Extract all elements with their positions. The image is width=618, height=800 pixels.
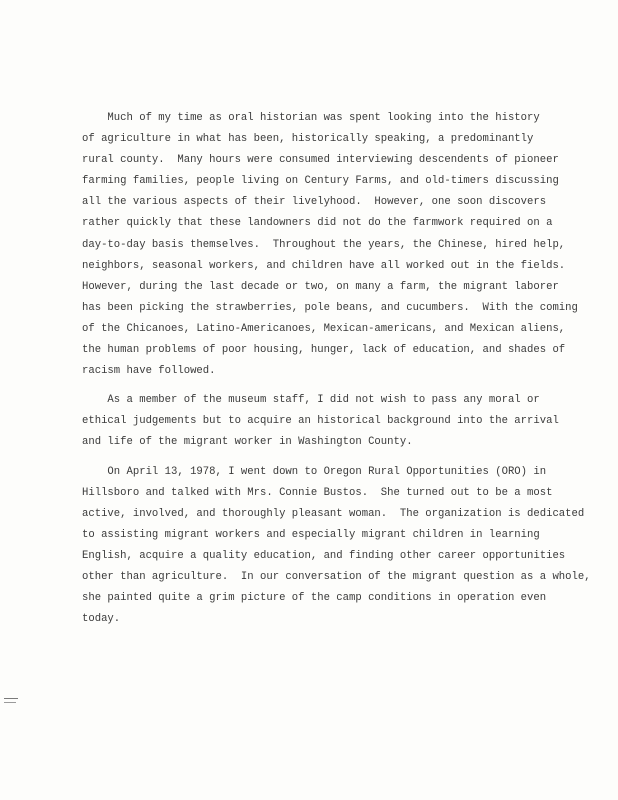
- paragraph-oro-visit: [82, 462, 591, 631]
- paragraph-agriculture-history: [82, 108, 582, 382]
- text-line: of agriculture in what has been, historically speaking, a predominantly: [82, 133, 534, 146]
- text-line: of the Chicanoes, Latino-Americanoes, Mexican-americans, and Mexican aliens,: [82, 322, 566, 335]
- paragraph-gap: [82, 382, 582, 390]
- margin-mark: [4, 698, 18, 699]
- text-line: ethical judgements but to acquire an historical background into the arrival: [82, 415, 559, 428]
- text-line: active, involved, and thoroughly pleasant woman. The organization is dedicated: [82, 507, 585, 520]
- text-line: On April 13, 1978, I went down to Oregon Rural Opportunities (ORO) in: [82, 465, 547, 478]
- text-line: day-to-day basis themselves. Throughout the years, the Chinese, hired help,: [82, 238, 566, 251]
- text-line: English, acquire a quality education, and finding other career opportunities: [82, 549, 566, 562]
- text-line: the human problems of poor housing, hunger, lack of education, and shades of: [82, 344, 566, 357]
- text-line: rather quickly that these landowners did not do the farmwork required on a: [82, 217, 553, 230]
- text-line: today.: [82, 613, 121, 626]
- text-line: racism have followed.: [82, 365, 216, 378]
- text-line: Much of my time as oral historian was spent looking into the history: [82, 112, 540, 124]
- text-line: Hillsboro and talked with Mrs. Connie Bustos. She turned out to be a most: [82, 486, 553, 499]
- text-line: farming families, people living on Century Farms, and old-timers discussing: [82, 175, 559, 188]
- text-line: rural county. Many hours were consumed interviewing descendents of pioneer: [82, 154, 559, 167]
- text-line: However, during the last decade or two, on many a farm, the migrant laborer: [82, 280, 559, 293]
- document-body: [82, 108, 591, 630]
- text-line: and life of the migrant worker in Washington County.: [82, 436, 413, 449]
- text-line: she painted quite a grim picture of the camp conditions in operation even: [82, 592, 547, 605]
- text-line: other than agriculture. In our conversation of the migrant question as a whole,: [82, 570, 591, 583]
- text-line: to assisting migrant workers and especially migrant children in learning: [82, 528, 540, 541]
- text-line: has been picking the strawberries, pole beans, and cucumbers. With the coming: [82, 301, 578, 314]
- margin-mark: [4, 702, 16, 703]
- paragraph-museum-staff: [82, 390, 582, 453]
- paragraph-gap: [82, 454, 582, 462]
- text-line: neighbors, seasonal workers, and children have all worked out in the fields.: [82, 259, 566, 272]
- text-line: As a member of the museum staff, I did not wish to pass any moral or: [82, 394, 540, 407]
- text-line: all the various aspects of their livelyhood. However, one soon discovers: [82, 196, 547, 209]
